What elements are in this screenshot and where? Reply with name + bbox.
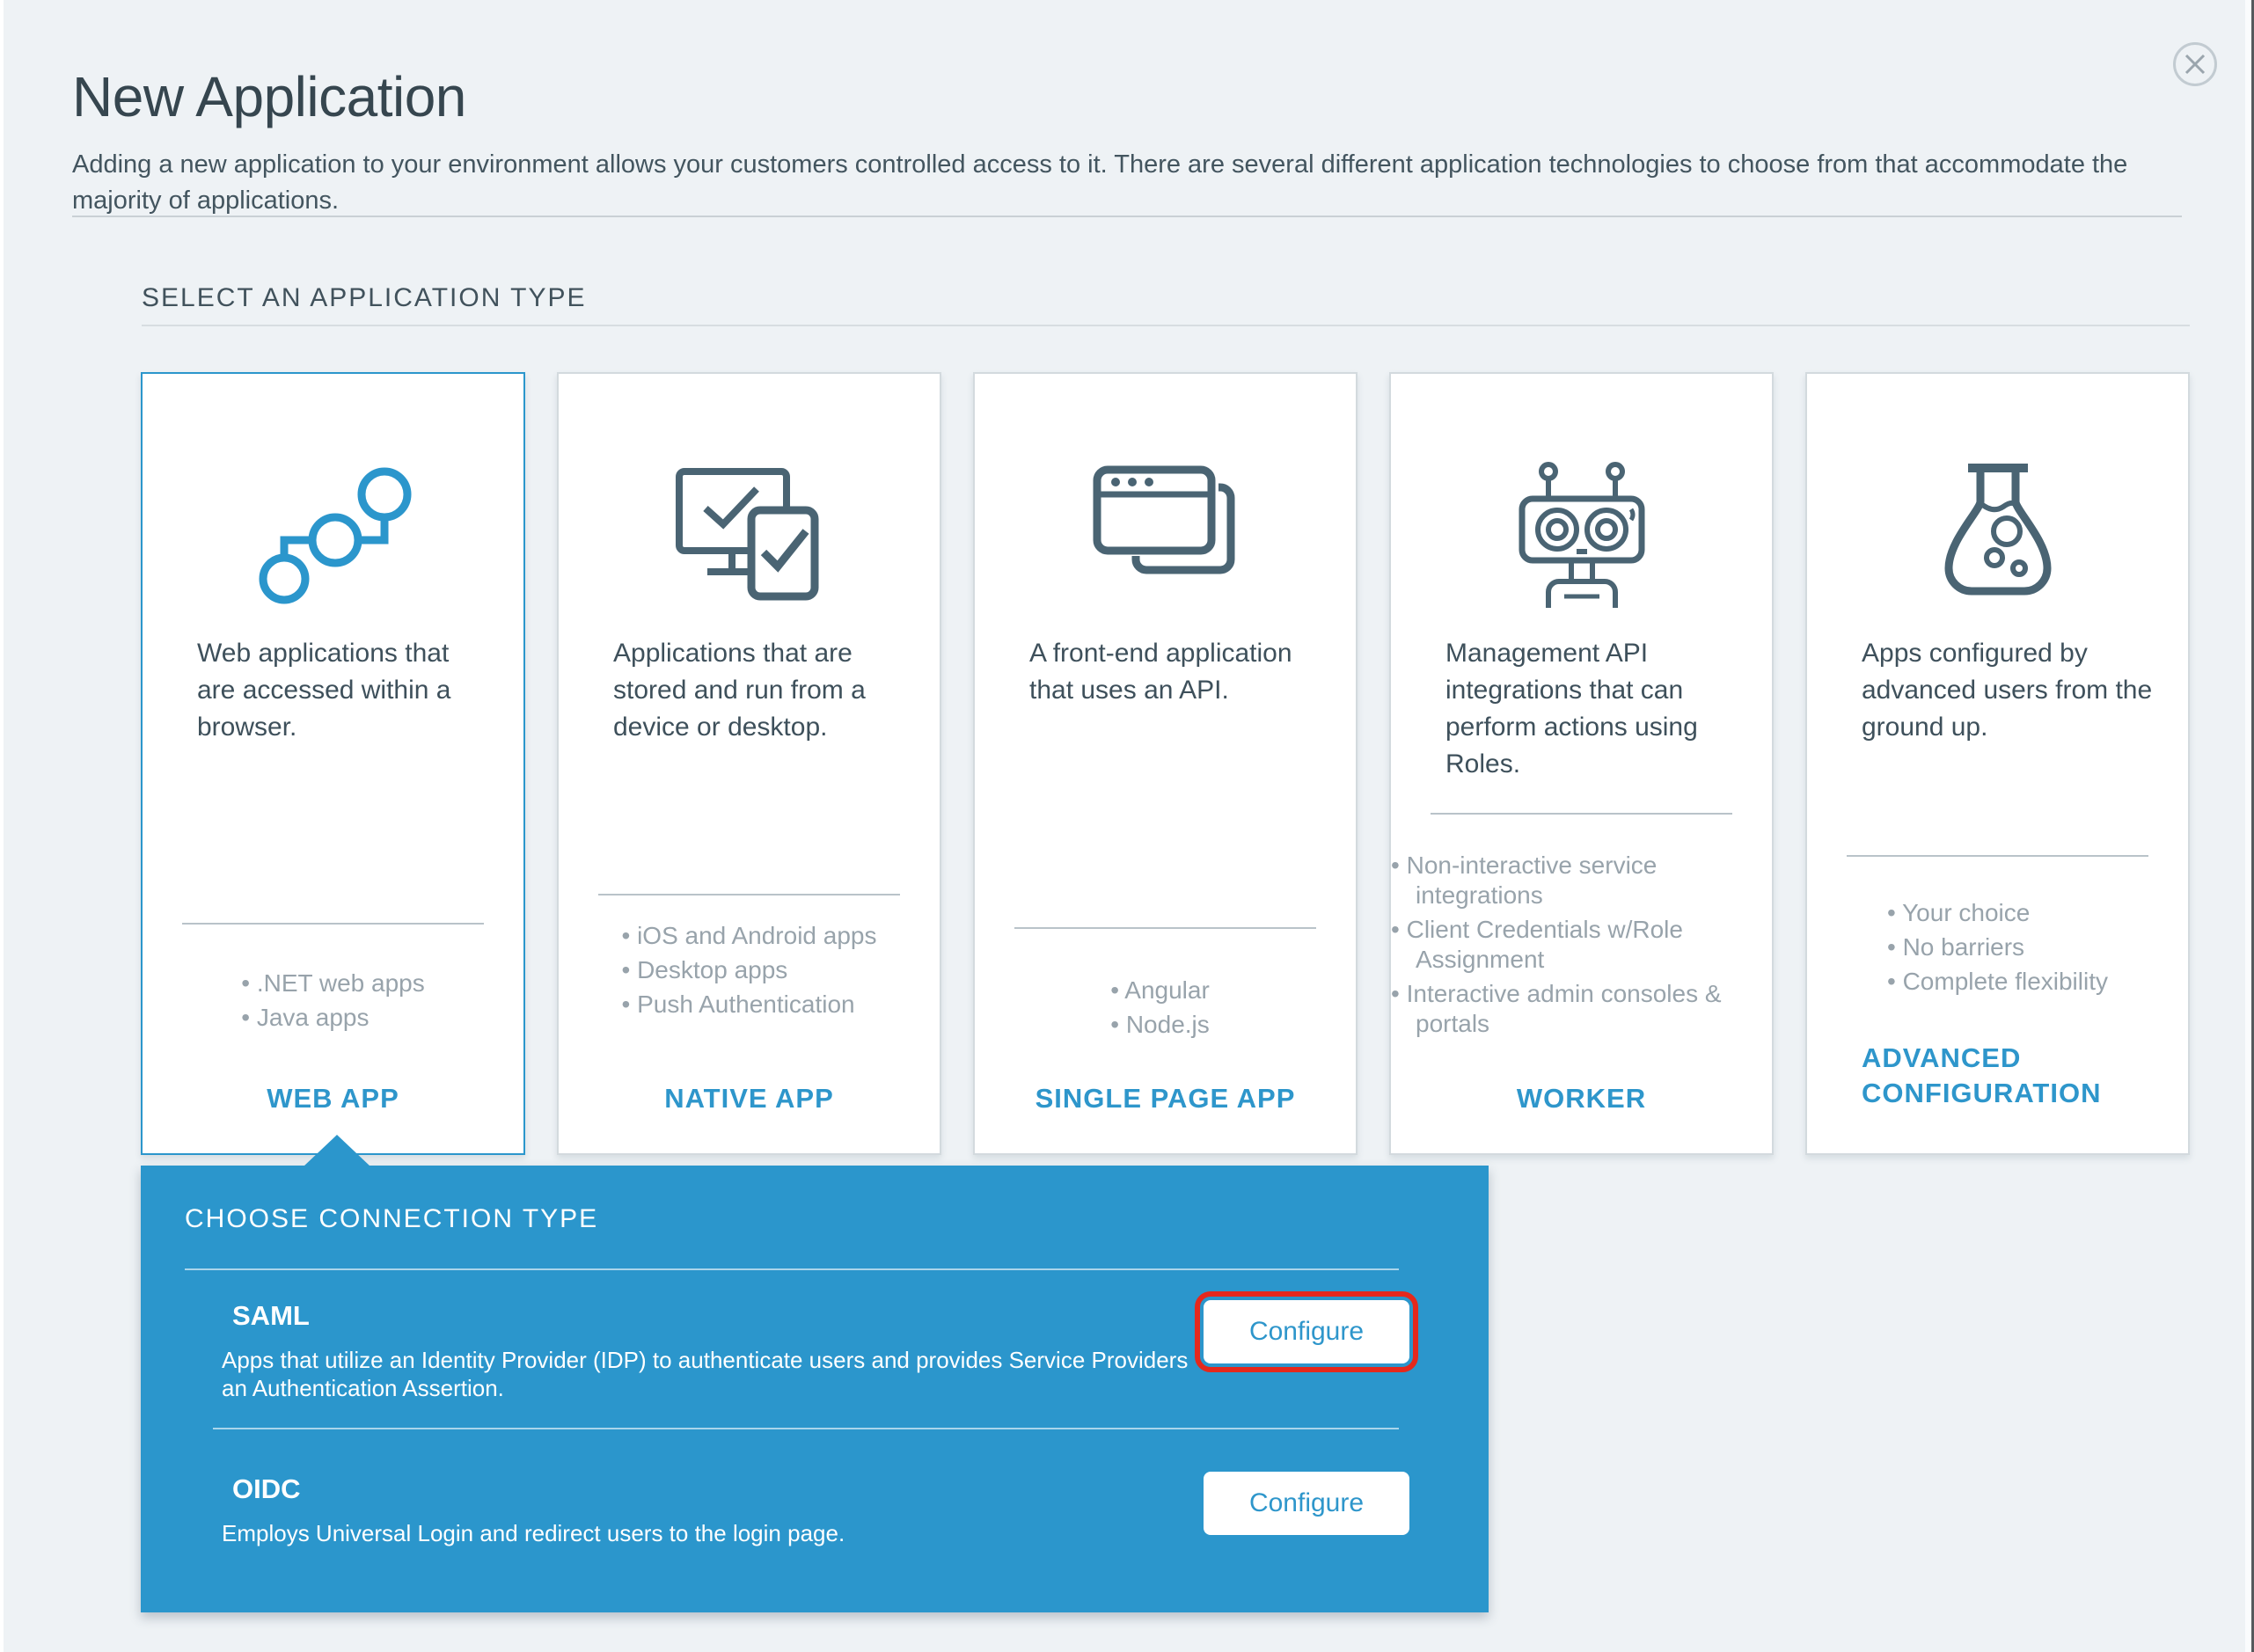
close-button[interactable] bbox=[2173, 42, 2217, 86]
connection-type-panel bbox=[141, 1166, 1489, 1612]
window-left-edge bbox=[0, 0, 4, 1652]
saml-option-description: Apps that utilize an Identity Provider (IDP) to authenticate users and provides Service Providers an Authentication Assertion. bbox=[222, 1347, 1189, 1401]
card-label: ADVANCED CONFIGURATION bbox=[1862, 1042, 2102, 1108]
connection-panel-heading: CHOOSE CONNECTION TYPE bbox=[185, 1204, 599, 1233]
card-description: Apps configured by advanced users from the ground up. bbox=[1862, 639, 2153, 742]
card-description: Applications that are stored and run from a device or desktop. bbox=[613, 639, 866, 742]
bullet-item: • Client Credentials w/Role Assignment bbox=[1391, 915, 1772, 975]
bullet-item: • No barriers bbox=[1887, 932, 2108, 962]
bullet-item: • Java apps bbox=[241, 1003, 425, 1033]
panel-divider bbox=[185, 1268, 1399, 1270]
section-heading: SELECT AN APPLICATION TYPE bbox=[142, 283, 587, 312]
card-single-page-app[interactable] bbox=[973, 372, 1358, 1155]
bullet-item: • Angular bbox=[1110, 976, 1220, 1005]
card-native-app[interactable] bbox=[557, 372, 941, 1155]
panel-pointer-arrow bbox=[304, 1135, 370, 1166]
flask-icon bbox=[1807, 437, 2188, 626]
panel-divider bbox=[213, 1428, 1399, 1429]
bullet-item: • Desktop apps bbox=[621, 955, 876, 985]
card-worker[interactable] bbox=[1389, 372, 1774, 1155]
bullet-item: • Interactive admin consoles & portals bbox=[1391, 979, 1772, 1039]
robot-icon bbox=[1391, 437, 1772, 626]
card-description: Management API integrations that can perform actions using Roles. bbox=[1445, 639, 1698, 778]
card-bullet-list bbox=[975, 976, 1356, 1044]
bullet-item: • Complete flexibility bbox=[1887, 967, 2108, 997]
card-description: Web applications that are accessed within a browser. bbox=[197, 639, 451, 742]
card-label: WORKER bbox=[1516, 1083, 1647, 1114]
oidc-option-description: Employs Universal Login and redirect users to the login page. bbox=[222, 1520, 845, 1546]
bullet-item: • .NET web apps bbox=[241, 969, 425, 998]
bullet-item: • Non-interactive service integrations bbox=[1391, 851, 1772, 910]
card-divider bbox=[1014, 927, 1316, 929]
application-type-cards bbox=[141, 372, 2192, 1155]
bullet-item: • Push Authentication bbox=[621, 990, 876, 1020]
close-icon bbox=[2184, 53, 2206, 76]
card-divider bbox=[1847, 855, 2148, 857]
card-advanced-configuration[interactable] bbox=[1805, 372, 2190, 1155]
header-divider bbox=[72, 216, 2182, 217]
browser-windows-icon bbox=[975, 437, 1356, 626]
saml-option-title: SAML bbox=[232, 1300, 310, 1331]
connected-nodes-icon bbox=[143, 437, 523, 626]
card-label: WEB APP bbox=[267, 1083, 399, 1114]
dialog-description: Adding a new application to your environment allows your customers controlled access to it. There are several different application technologies to choose from that accommodate the majority of applications. bbox=[72, 150, 2128, 215]
card-divider bbox=[1431, 813, 1732, 815]
window-right-gutter bbox=[2245, 0, 2251, 1652]
bullet-item: • Your choice bbox=[1887, 898, 2108, 928]
card-label: NATIVE APP bbox=[664, 1083, 834, 1114]
card-bullet-list bbox=[1391, 851, 1772, 1043]
page-title: New Application bbox=[72, 64, 466, 128]
oidc-configure-button[interactable]: Configure bbox=[1204, 1472, 1409, 1535]
section-divider bbox=[142, 325, 2190, 326]
card-divider bbox=[598, 894, 900, 895]
card-label: SINGLE PAGE APP bbox=[1035, 1083, 1296, 1114]
oidc-option-title: OIDC bbox=[232, 1473, 301, 1504]
desktop-tablet-check-icon bbox=[559, 437, 940, 626]
card-bullet-list bbox=[143, 969, 523, 1037]
card-description: A front-end application that uses an API. bbox=[1029, 639, 1292, 705]
card-web-app[interactable] bbox=[141, 372, 525, 1155]
card-bullet-list bbox=[1807, 898, 2188, 1001]
card-bullet-list bbox=[559, 921, 940, 1024]
card-divider bbox=[182, 923, 484, 925]
saml-configure-button[interactable]: Configure bbox=[1204, 1300, 1409, 1363]
bullet-item: • iOS and Android apps bbox=[621, 921, 876, 951]
bullet-item: • Node.js bbox=[1110, 1010, 1220, 1040]
